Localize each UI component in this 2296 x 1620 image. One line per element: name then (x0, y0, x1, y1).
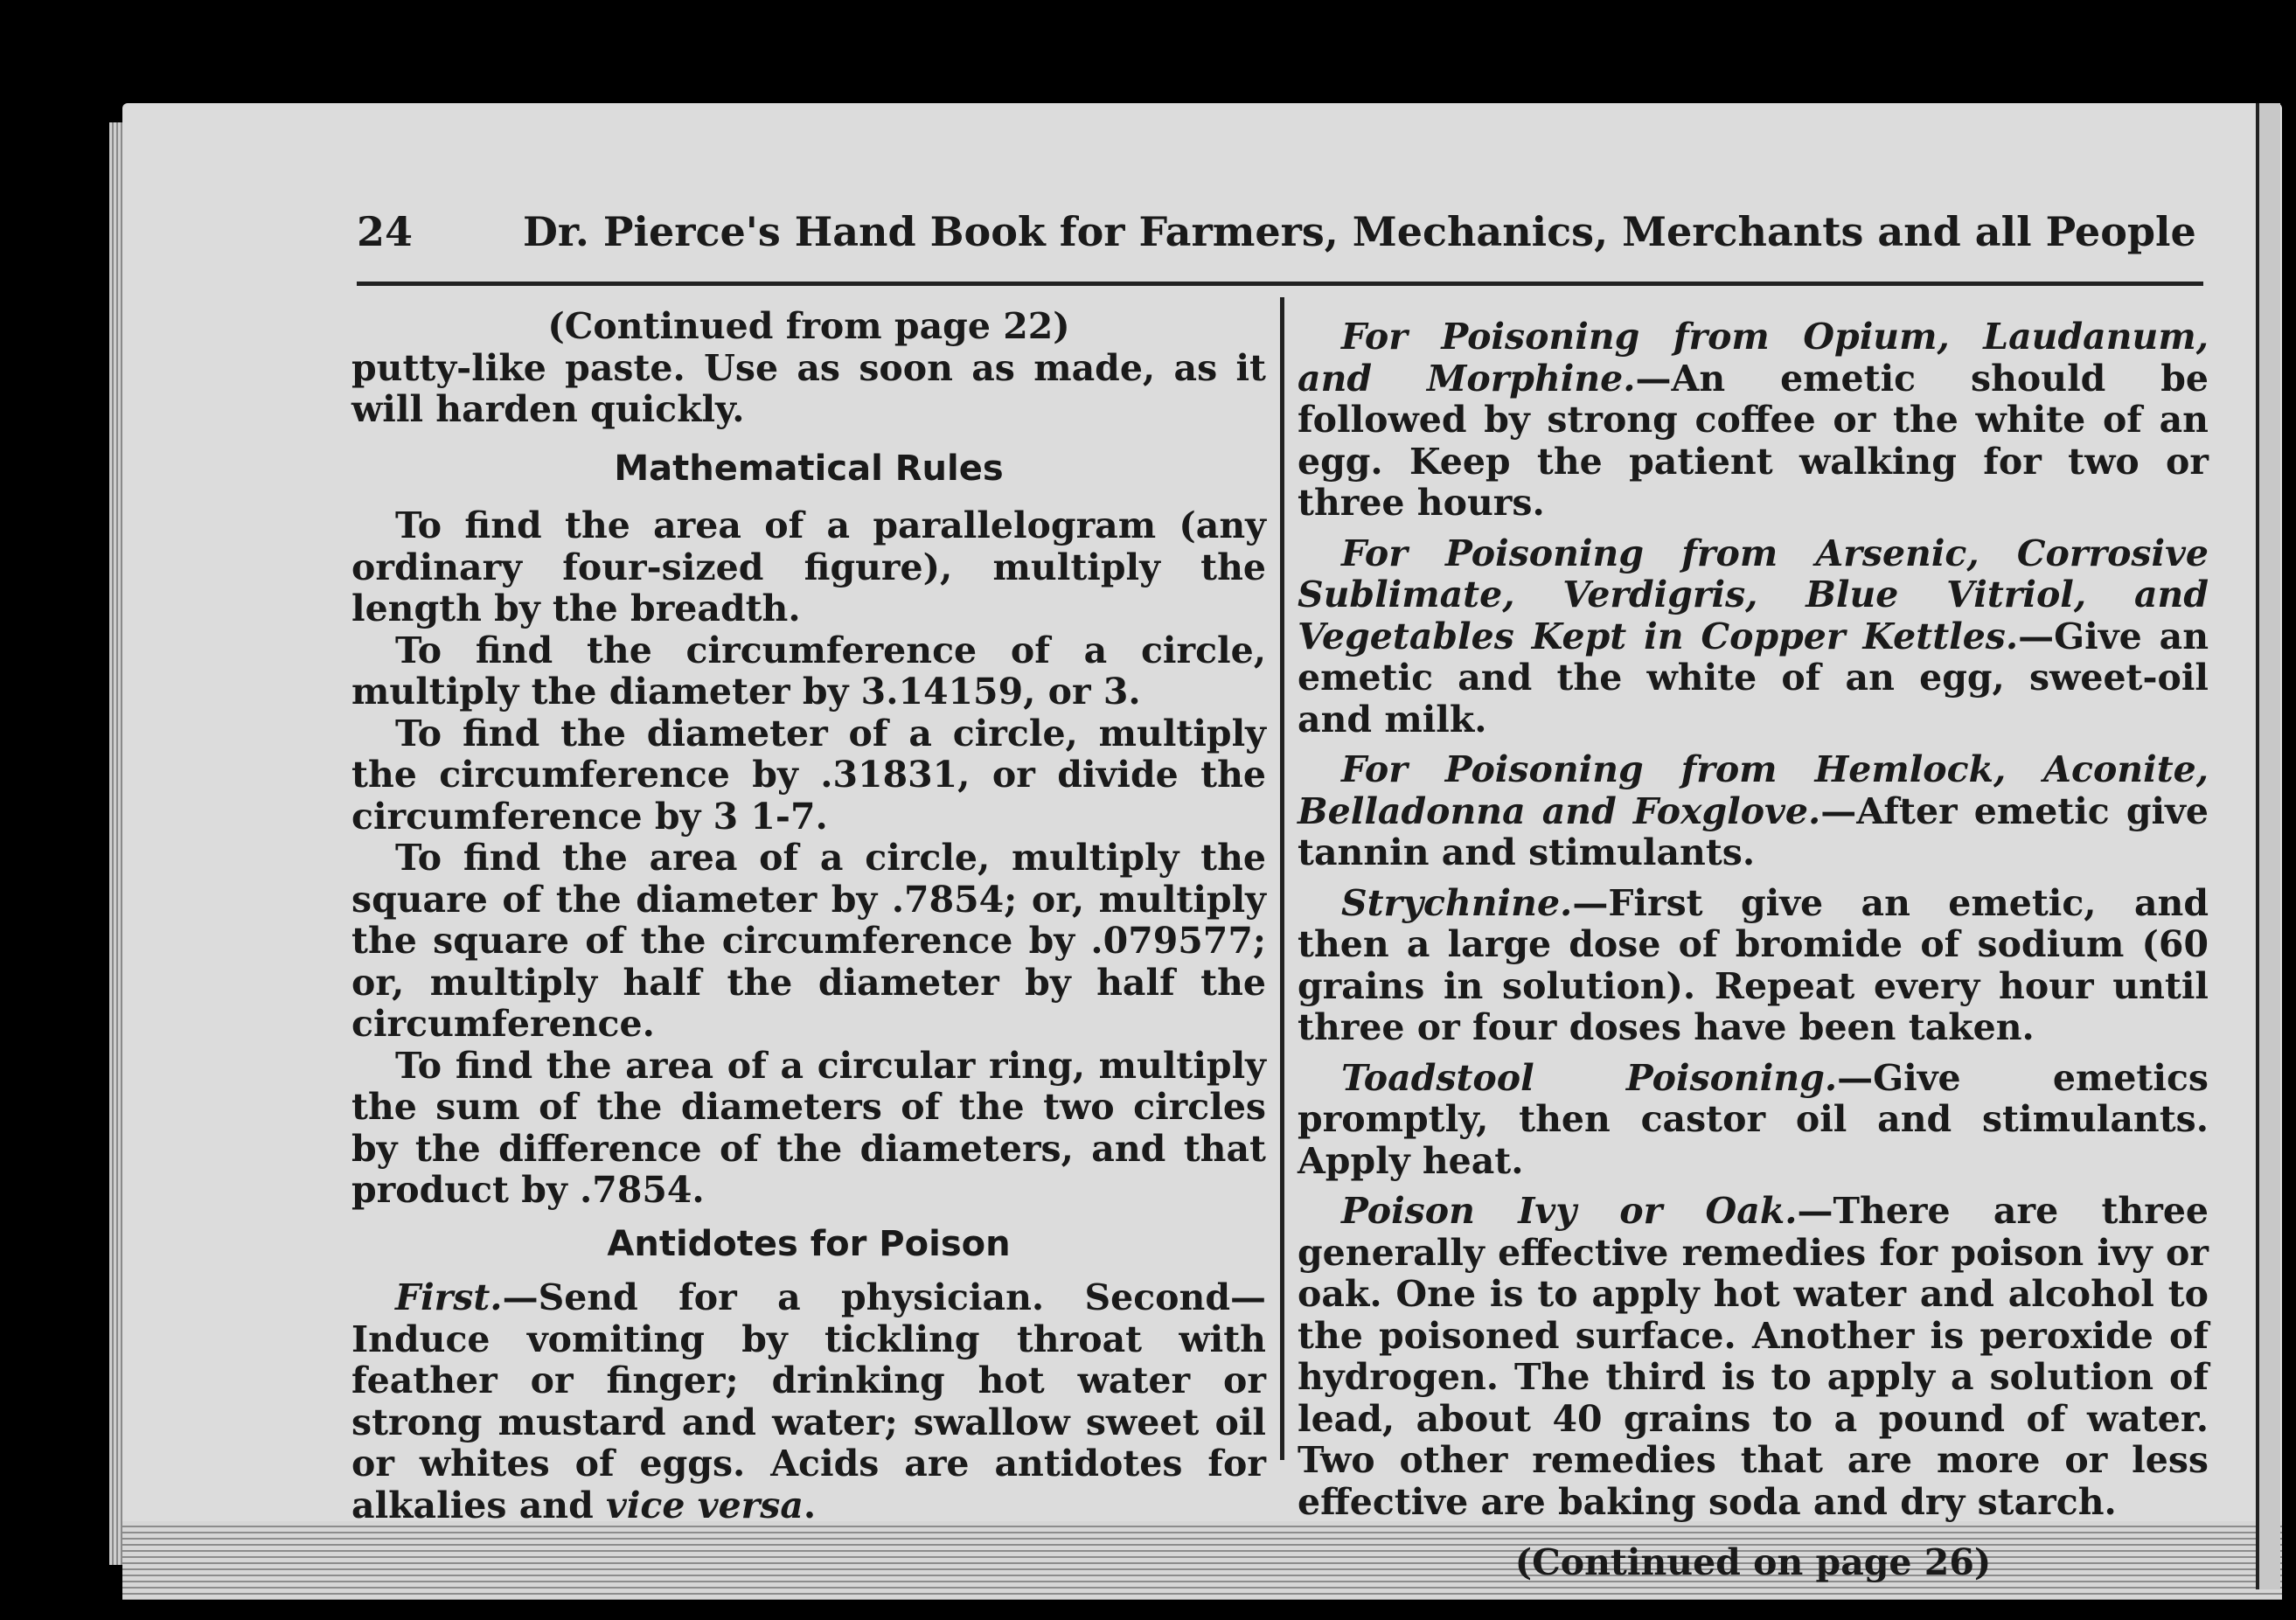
continued-on-note: (Continued on page 26) (1514, 1541, 1992, 1583)
vice-versa: vice versa (606, 1484, 804, 1526)
antidote-label: For Poisoning from Hemlock, Aconite, Belladonna and Foxglove. (1298, 748, 2209, 832)
running-header (357, 208, 2210, 269)
antidote-text: —There are three generally effective remedies for poison ivy or oak. One is to apply hot water and alcohol to the poisoned surface. Another is peroxide of hydrogen. The third is to apply a solution of lead, about 40 grains to a pound of water. Two other remedies that are more or less effective are baking soda and dry starch. (1298, 1190, 2209, 1523)
section-heading-antidotes: Antidotes for Poison (607, 1223, 1011, 1264)
first-paragraph (351, 1277, 1266, 1526)
antidote-label: For Poisoning from Opium, Laudanum, and Morphine. (1298, 316, 2209, 400)
antidote-item (1298, 883, 2209, 1049)
antidote-text: —First give an emetic, and then a large dose of bromide of sodium (60 grains in solution). Repeat every hour until three or four doses have been taken. (1298, 881, 2209, 1048)
antidote-item (1298, 1191, 2209, 1523)
book-title: Dr. Pierce's Hand Book for Farmers, Mechanics, Merchants and all People (523, 208, 2196, 255)
intro-paragraph: putty-like paste. Use as soon as made, as it will harden quickly. (351, 346, 1266, 430)
rule-paragraph: To find the area of a parallelogram (any ordinary four-sized figure), multiply the length by the breadth. (351, 504, 1266, 629)
first-end: . (803, 1484, 817, 1526)
rule-paragraph: To find the diameter of a circle, multiply the circumference by .31831, or divide the circumference by 3 1-7. (351, 712, 1266, 838)
section-heading-math: Mathematical Rules (614, 448, 1004, 489)
antidote-item (1298, 1058, 2209, 1183)
antidote-text: —Give an emetic and the white of an egg, sweet-oil and milk. (1298, 615, 2209, 740)
antidote-item (1298, 749, 2209, 874)
antidote-label: For Poisoning from Arsenic, Corrosive Sublimate, Verdigris, Blue Vitriol, and Vegetables Kept in Copper Kettles. (1298, 532, 2209, 657)
column-divider (1280, 297, 1284, 1460)
antidote-item (1298, 316, 2209, 525)
continued-from-note: (Continued from page 22) (547, 305, 1070, 347)
antidote-item (1298, 533, 2209, 741)
rule-paragraph: To find the circumference of a circle, multiply the diameter by 3.14159, or 3. (351, 629, 1266, 713)
rule-paragraph: To find the area of a circle, multiply the square of the diameter by .7854; or, multiply the square of the circumference by .079577; or, multiply half the diameter by half the circumference. (351, 837, 1266, 1045)
rule-paragraph: To find the area of a circular ring, multiply the sum of the diameters of the two circles by the difference of the diameters, and that product by .7854. (351, 1044, 1266, 1211)
antidote-label: Strychnine. (1341, 881, 1573, 924)
antidote-text: —After emetic give tannin and stimulants. (1298, 789, 2209, 873)
antidote-text: —An emetic should be followed by strong coffee or the white of an egg. Keep the patient walking for two or three hours. (1298, 357, 2209, 524)
antidote-text: —Give emetics promptly, then castor oil and stimulants. Apply heat. (1298, 1056, 2209, 1182)
antidote-label: Toadstool Poisoning. (1341, 1056, 1838, 1099)
header-rule (357, 282, 2203, 286)
antidote-label: Poison Ivy or Oak. (1341, 1190, 1798, 1232)
left-column (351, 306, 1266, 1526)
first-text: —Send for a physician. Second—Induce vomiting by tickling throat with feather or finger; drinking hot water or strong mustard and water; swallow sweet oil or whites of eggs. Acids are antidotes for alkalies and (351, 1276, 1266, 1526)
right-column (1298, 316, 2209, 1584)
first-label: First. (395, 1276, 503, 1318)
page-number: 24 (357, 208, 414, 255)
